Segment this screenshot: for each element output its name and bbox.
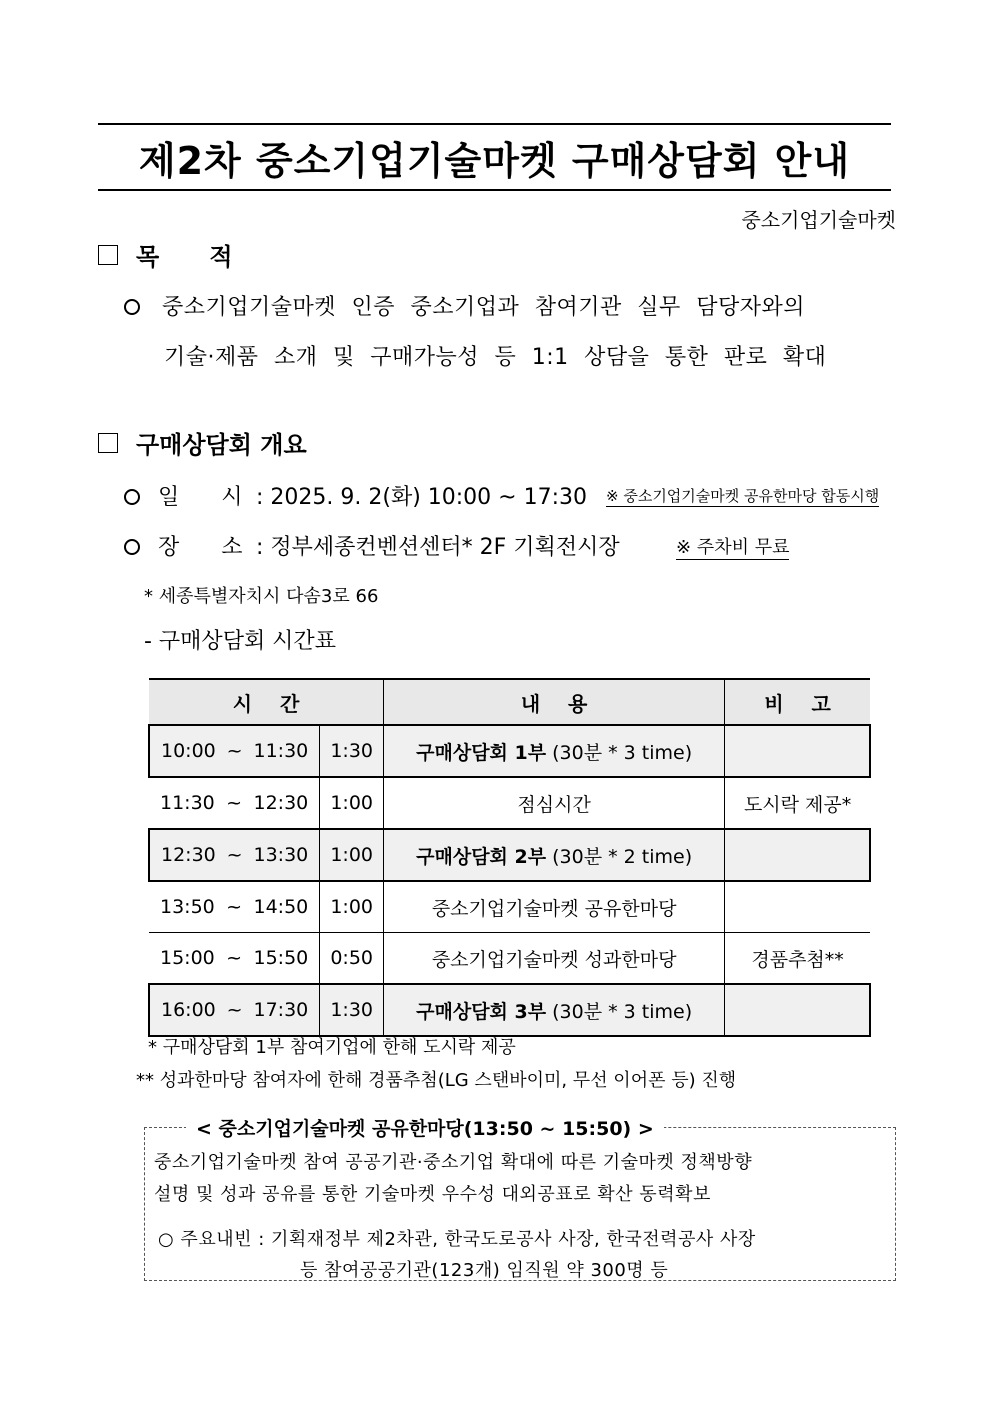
start-time: 12:30: [161, 844, 216, 866]
tilde: ~: [226, 947, 243, 969]
circle-bullet-icon: [124, 539, 140, 555]
section-heading: 구매상담회 개요: [136, 431, 307, 459]
note-cell: [725, 881, 870, 933]
content-cell: [384, 984, 725, 1036]
section-heading: 목 적: [136, 243, 233, 271]
table-row: [149, 984, 870, 1036]
header-content: 내 용: [384, 679, 725, 725]
end-time: 17:30: [253, 999, 309, 1021]
duration-cell: 1:00: [320, 881, 384, 933]
duration-cell: 1:30: [320, 725, 384, 777]
section-purpose: [98, 237, 233, 272]
content-cell: [384, 725, 725, 777]
time-cell: [149, 881, 320, 933]
organization-label: 중소기업기술마켓: [741, 208, 896, 232]
content-cell: [384, 829, 725, 881]
tilde: ~: [226, 999, 243, 1021]
duration-cell: 1:30: [320, 984, 384, 1036]
content-bold: 구매상담회 2부: [416, 845, 547, 868]
table-header-row: [149, 679, 870, 725]
content-text: (30분 * 3 time): [546, 741, 693, 764]
forum-guests-line-2: 등 참여공공기관(123개) 임직원 약 300명 등: [300, 1260, 669, 1281]
end-time: 11:30: [253, 740, 309, 762]
date-label: 일 시: [158, 485, 243, 510]
page-title: 제2차 중소기업기술마켓 구매상담회 안내: [98, 123, 891, 191]
note-cell: [725, 725, 870, 777]
footnote-lunch: * 구매상담회 1부 참여기업에 한해 도시락 제공: [148, 1037, 516, 1058]
note-cell: 경품추첨**: [725, 933, 870, 985]
end-time: 14:50: [253, 896, 309, 918]
forum-box-title: < 중소기업기술마켓 공유한마당(13:50 ~ 15:50) >: [186, 1114, 664, 1141]
end-time: 13:30: [253, 844, 309, 866]
content-text: 중소기업기술마켓 공유한마당: [431, 897, 677, 920]
content-text: 중소기업기술마켓 성과한마당: [431, 948, 677, 971]
content-bold: 구매상담회 3부: [416, 1000, 547, 1023]
table-row: [149, 881, 870, 933]
header-time: 시 간: [149, 679, 384, 725]
content-text: (30분 * 2 time): [546, 845, 693, 868]
square-bullet-icon: [98, 245, 118, 265]
date-note: ※ 중소기업기술마켓 공유한마당 합동시행: [606, 487, 880, 505]
note-cell: 도시락 제공*: [725, 777, 870, 829]
start-time: 10:00: [161, 740, 216, 762]
duration-cell: 1:00: [320, 829, 384, 881]
circle-bullet-icon: [124, 299, 140, 315]
purpose-line-2: 기술·제품 소개 및 구매가능성 등 1:1 상담을 통한 판로 확대: [164, 345, 827, 370]
forum-desc-line-2: 설명 및 성과 공유를 통한 기술마켓 우수성 대외공표로 확산 동력확보: [154, 1184, 711, 1205]
table-row: [149, 725, 870, 777]
section-overview: [98, 425, 307, 460]
duration-cell: 1:00: [320, 777, 384, 829]
schedule-caption: - 구매상담회 시간표: [144, 629, 336, 654]
content-text: 점심시간: [517, 793, 591, 816]
place-label: 장 소: [158, 535, 243, 560]
note-cell: [725, 829, 870, 881]
time-cell: [149, 984, 320, 1036]
place-note: ※ 주차비 무료: [676, 533, 789, 560]
address-note: * 세종특별자치시 다솜3로 66: [144, 586, 379, 607]
time-cell: [149, 777, 320, 829]
footnote-prize: ** 성과한마당 참여자에 한해 경품추첨(LG 스탠바이미, 무선 이어폰 등) 진행: [136, 1070, 737, 1091]
content-cell: [384, 933, 725, 985]
square-bullet-icon: [98, 433, 118, 453]
start-time: 11:30: [160, 792, 215, 814]
end-time: 12:30: [253, 792, 309, 814]
table-row: [149, 933, 870, 985]
forum-desc-line-1: 중소기업기술마켓 참여 공공기관·중소기업 확대에 따른 기술마켓 정책방향: [154, 1152, 753, 1173]
time-cell: [149, 933, 320, 985]
start-time: 15:00: [160, 947, 215, 969]
forum-guests-line-1: ○ 주요내빈 : 기획재정부 제2차관, 한국도로공사 사장, 한국전력공사 사장: [158, 1229, 756, 1250]
start-time: 16:00: [161, 999, 216, 1021]
date-value: : 2025. 9. 2(화) 10:00 ~ 17:30: [256, 485, 587, 510]
start-time: 13:50: [160, 896, 215, 918]
header-note: 비 고: [725, 679, 870, 725]
note-cell: [725, 984, 870, 1036]
table-row: [149, 829, 870, 881]
time-cell: [149, 829, 320, 881]
circle-bullet-icon: [124, 489, 140, 505]
content-cell: [384, 881, 725, 933]
end-time: 15:50: [253, 947, 309, 969]
content-text: (30분 * 3 time): [546, 1000, 693, 1023]
content-cell: [384, 777, 725, 829]
place-value: : 정부세종컨벤션센터* 2F 기획전시장: [256, 535, 620, 560]
tilde: ~: [226, 740, 243, 762]
duration-cell: 0:50: [320, 933, 384, 985]
content-bold: 구매상담회 1부: [416, 741, 547, 764]
purpose-line-1: 중소기업기술마켓 인증 중소기업과 참여기관 실무 담당자와의: [162, 295, 806, 320]
time-cell: [149, 725, 320, 777]
schedule-table: [148, 678, 871, 1037]
tilde: ~: [226, 844, 243, 866]
table-row: [149, 777, 870, 829]
tilde: ~: [226, 792, 243, 814]
tilde: ~: [226, 896, 243, 918]
